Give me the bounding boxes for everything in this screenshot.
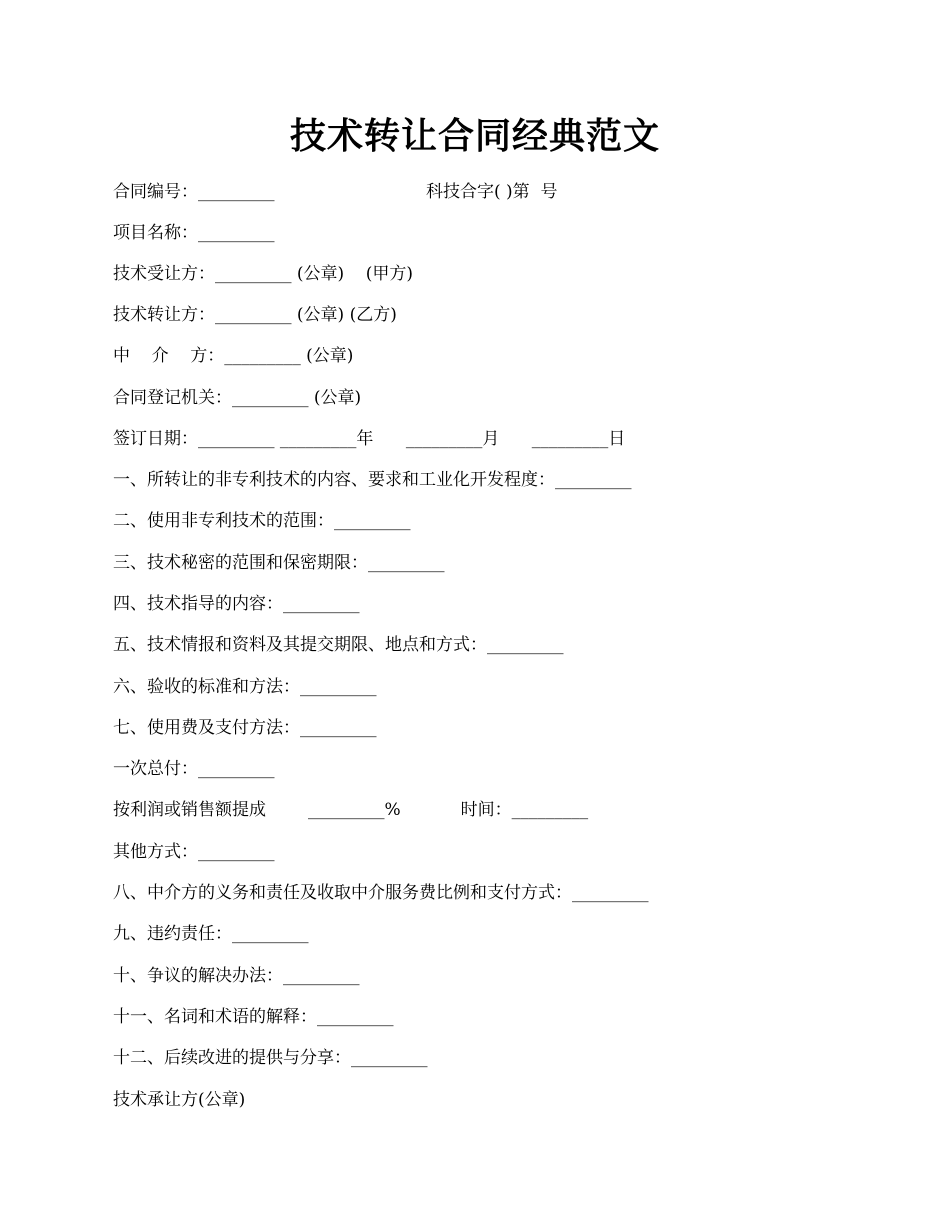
transferee-party: 技术受让方：_________ (公章) (甲方) (113, 264, 414, 284)
profit-share-time: 时间：_________ (460, 800, 589, 820)
clause-9: 九、违约责任：_________ (113, 924, 309, 944)
profit-share-value: _________% (308, 800, 401, 820)
clause-3: 三、技术秘密的范围和保密期限：_________ (113, 553, 445, 573)
clause-8: 八、中介方的义务和责任及收取中介服务费比例和支付方式：_________ (113, 883, 649, 903)
clause-5: 五、技术情报和资料及其提交期限、地点和方式：_________ (113, 635, 564, 655)
clause-4: 四、技术指导的内容：_________ (113, 594, 360, 614)
signature-party: 技术承让方(公章) (113, 1090, 246, 1110)
project-name: 项目名称：_________ (113, 223, 275, 243)
other-payment-method: 其他方式：_________ (113, 842, 275, 862)
signing-date: 签订日期：_________ _________年 _________月 _________日 (113, 429, 626, 449)
tech-contract-reference: 科技合字( )第 号 (426, 182, 558, 202)
profit-share-label: 按利润或销售额提成 (113, 800, 266, 820)
clause-12: 十二、后续改进的提供与分享：_________ (113, 1048, 428, 1068)
clause-2: 二、使用非专利技术的范围：_________ (113, 511, 411, 531)
clause-6: 六、验收的标准和方法：_________ (113, 677, 377, 697)
clause-11: 十一、名词和术语的解释：_________ (113, 1007, 394, 1027)
clause-10: 十、争议的解决办法：_________ (113, 966, 360, 986)
transferor-party: 技术转让方：_________ (公章) (乙方) (113, 305, 397, 325)
document-title: 技术转让合同经典范文 (289, 115, 660, 157)
intermediary-party: 中 介 方：_________ (公章) (113, 346, 354, 366)
registration-authority: 合同登记机关：_________ (公章) (113, 388, 362, 408)
clause-7: 七、使用费及支付方法：_________ (113, 718, 377, 738)
profit-share-row (113, 798, 588, 822)
contract-number: 合同编号：_________ (113, 182, 275, 202)
clause-1: 一、所转让的非专利技术的内容、要求和工业化开发程度：_________ (113, 470, 632, 490)
lump-sum-payment: 一次总付：_________ (113, 759, 275, 779)
